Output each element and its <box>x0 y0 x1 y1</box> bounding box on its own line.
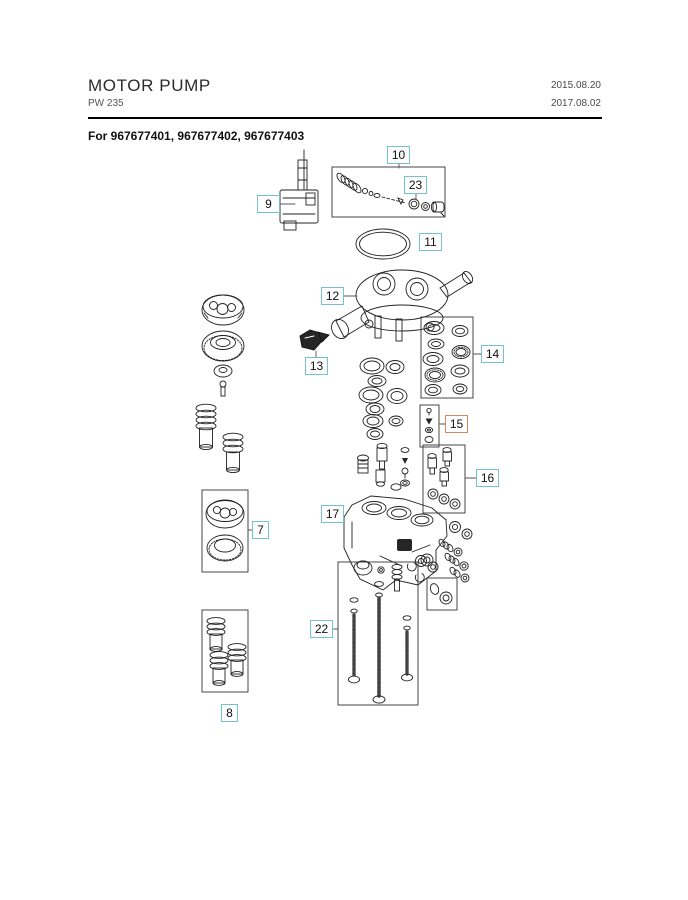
part-washer-and-bolt <box>214 365 232 396</box>
part-8-piston-kit-box <box>202 610 248 692</box>
page-title: MOTOR PUMP <box>88 76 211 95</box>
callout-8[interactable]: 8 <box>221 704 238 722</box>
callout-7[interactable]: 7 <box>252 521 269 539</box>
part-plug-box <box>427 578 457 610</box>
part-cam-disc <box>202 295 244 325</box>
part-13-elbow-fitting <box>300 330 329 350</box>
part-11-oring <box>356 229 410 259</box>
part-seals-loose <box>359 358 407 440</box>
callout-9[interactable]: 9 <box>257 195 280 213</box>
callout-16[interactable]: 16 <box>476 469 499 487</box>
part-16-cartridge-kit-box <box>423 445 465 513</box>
callout-11[interactable]: 11 <box>419 233 442 251</box>
part-9-solenoid <box>280 150 318 230</box>
callout-23[interactable]: 23 <box>404 176 427 194</box>
part-14-seal-kit-box <box>421 317 473 398</box>
callout-10[interactable]: 10 <box>387 146 410 164</box>
part-22-bolt-kit-box <box>338 562 418 705</box>
applies-to-text: For 967677401, 967677402, 967677403 <box>88 129 305 143</box>
model-label: PW 235 <box>88 98 124 109</box>
part-7-cam-kit-box <box>202 490 248 572</box>
part-bearing-ring <box>202 331 244 361</box>
callout-13[interactable]: 13 <box>305 357 328 375</box>
part-17-manifold <box>344 496 447 591</box>
callout-15-highlighted[interactable]: 15 <box>445 415 468 433</box>
part-12-pump-head <box>328 270 475 342</box>
part-15-valve-kit-box <box>420 405 439 447</box>
callout-17[interactable]: 17 <box>321 505 344 523</box>
part-plugs-loose <box>358 443 410 486</box>
callout-22[interactable]: 22 <box>310 620 333 638</box>
callout-14[interactable]: 14 <box>481 345 504 363</box>
date-created: 2015.08.20 <box>550 80 601 91</box>
date-revised: 2017.08.02 <box>550 98 601 109</box>
callout-12[interactable]: 12 <box>321 287 344 305</box>
part-10-valve-kit-box <box>332 167 445 217</box>
part-pistons-loose <box>196 404 243 472</box>
